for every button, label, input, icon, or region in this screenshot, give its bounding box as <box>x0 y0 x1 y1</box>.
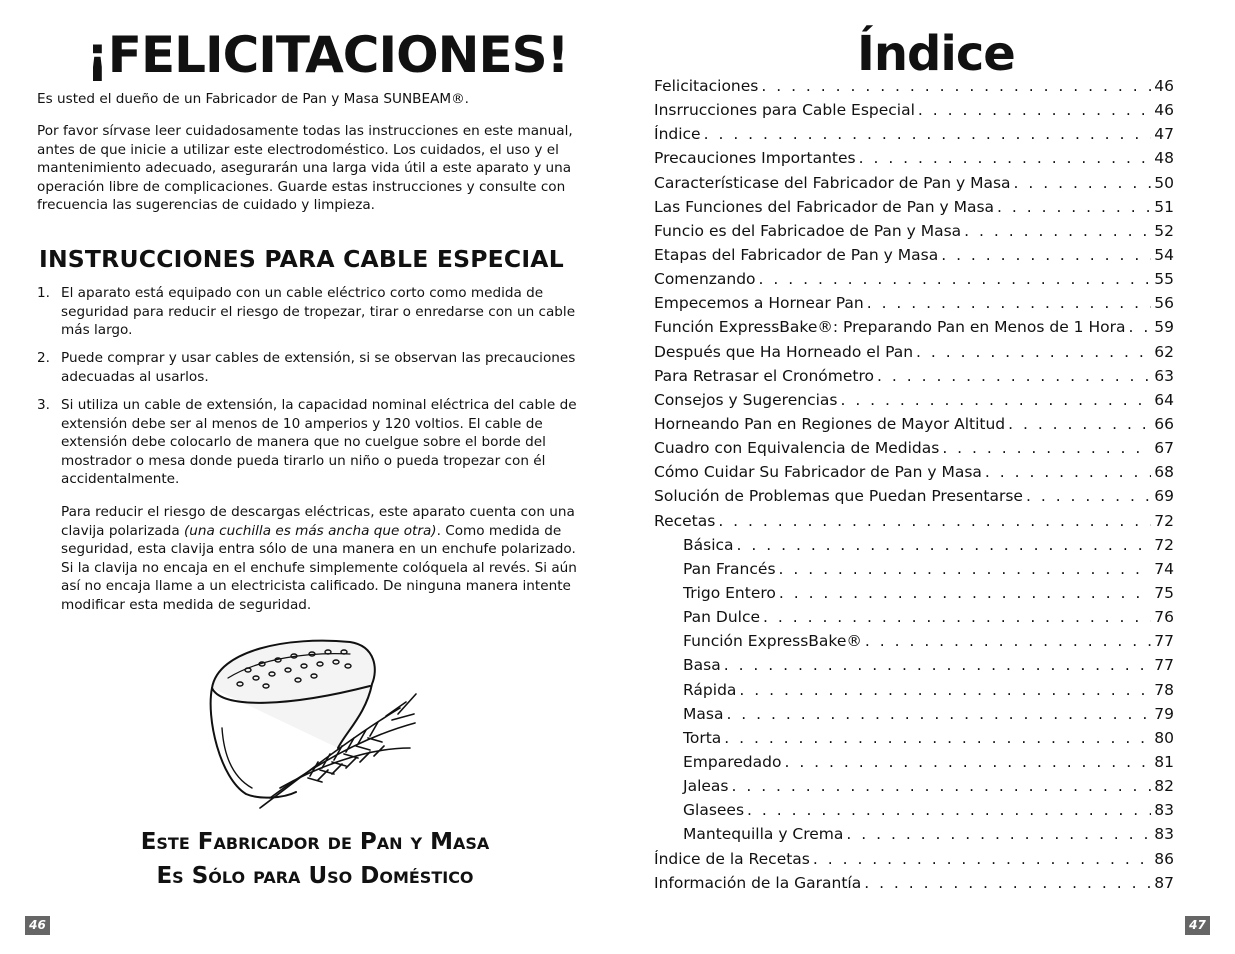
toc-entry <box>654 705 1174 729</box>
toc-dot-leader <box>1008 415 1151 433</box>
toc-dot-leader <box>724 729 1151 747</box>
toc-entry-page: 69 <box>1154 487 1174 506</box>
toc-dot-leader <box>1026 487 1151 505</box>
toc-dot-leader <box>747 801 1151 819</box>
page-number-badge: 46 <box>25 916 50 935</box>
toc-entry-page: 66 <box>1154 414 1174 433</box>
toc-dot-leader <box>985 463 1151 481</box>
read-instructions-paragraph: Por favor sírvase leer cuidadosamente todas las instrucciones en este manual, antes de que inicie a utilizar este electrodoméstico. Los cuidados, el uso y el mantenimiento adecuado, asegurarán una larga vida útil a este aparato y una operación libre de complicaciones. Guarde estas instrucciones y consulte con frecuencia las sugerencias de cuidado y limpieza. <box>37 123 573 214</box>
household-use-note-line2: Es Sólo para Uso Doméstico <box>156 863 474 889</box>
toc-entry <box>654 101 1174 125</box>
toc-entry <box>654 125 1174 149</box>
congratulations-title: ¡FELICITACIONES! <box>86 26 569 84</box>
toc-entry-page: 56 <box>1154 294 1174 313</box>
toc-entry-label: Característicase del Fabricador de Pan y Masa <box>654 173 1011 192</box>
left-page <box>0 0 610 954</box>
toc-dot-leader <box>877 367 1151 385</box>
toc-entry <box>654 729 1174 753</box>
toc-entry <box>654 415 1174 439</box>
toc-dot-leader <box>779 560 1152 578</box>
toc-entry-page: 78 <box>1154 680 1174 699</box>
toc-dot-leader <box>737 536 1152 554</box>
toc-dot-leader <box>779 584 1151 602</box>
toc-entry-page: 77 <box>1154 632 1174 651</box>
toc-entry-page: 62 <box>1154 342 1174 361</box>
toc-entry-page: 63 <box>1154 366 1174 385</box>
toc-entry <box>654 850 1174 874</box>
instruction-item <box>37 284 582 340</box>
toc-entry-label: Funcio es del Fabricadoe de Pan y Masa <box>654 221 962 240</box>
toc-entry-label: Función ExpressBake®: Preparando Pan en Menos de 1 Hora <box>654 318 1126 337</box>
toc-entry <box>654 318 1174 342</box>
toc-entry <box>654 753 1174 777</box>
bread-loaf-illustration <box>200 628 420 838</box>
item-number: 1. <box>37 285 50 301</box>
toc-entry-label: Insrrucciones para Cable Especial <box>654 101 915 120</box>
toc-dot-leader <box>867 294 1152 312</box>
item-text: Puede comprar y usar cables de extensión, si se observan las precauciones adecuadas al usarlos. <box>61 350 576 385</box>
toc-entry <box>654 463 1174 487</box>
toc-entry-page: 67 <box>1154 439 1174 458</box>
toc-dot-leader <box>784 753 1151 771</box>
toc-entry-page: 77 <box>1154 656 1174 675</box>
toc-dot-leader <box>865 632 1151 650</box>
toc-dot-leader <box>941 246 1151 264</box>
toc-entry-page: 68 <box>1154 463 1174 482</box>
toc-entry-label: Precauciones Importantes <box>654 149 856 168</box>
toc-entry <box>654 439 1174 463</box>
toc-entry-page: 80 <box>1154 728 1174 747</box>
toc-entry-label: Emparedado <box>683 752 782 771</box>
toc-entry-label: Mantequilla y Crema <box>683 825 844 844</box>
toc-dot-leader <box>942 439 1151 457</box>
toc-entry-label: Recetas <box>654 511 716 530</box>
toc-entry-page: 75 <box>1154 583 1174 602</box>
toc-entry-label: Pan Francés <box>683 559 776 578</box>
toc-entry <box>654 367 1174 391</box>
toc-entry <box>654 391 1174 415</box>
toc-entry-page: 79 <box>1154 704 1174 723</box>
toc-entry-label: Felicitaciones <box>654 77 759 95</box>
toc-dot-leader <box>732 777 1152 795</box>
polarized-plug-paragraph <box>61 503 581 615</box>
toc-entry <box>654 777 1174 801</box>
instruction-item <box>37 396 582 489</box>
toc-entry <box>654 294 1174 318</box>
toc-dot-leader <box>859 149 1152 167</box>
page-number-badge: 47 <box>1185 916 1210 935</box>
toc-entry-label: Cómo Cuidar Su Fabricador de Pan y Masa <box>654 463 982 482</box>
toc-entry-label: Índice <box>654 125 701 144</box>
toc-entry <box>654 487 1174 511</box>
toc-entry-page: 87 <box>1154 873 1174 892</box>
toc-entry-label: Comenzando <box>654 270 756 289</box>
toc-entry-label: Etapas del Fabricador de Pan y Masa <box>654 245 939 264</box>
item-text: Si utiliza un cable de extensión, la capacidad nominal eléctrica del cable de extensión debe ser al menos de 10 amperios y 120 voltios. El cable de extensión debe colocarlo de manera que no cuelgue sobre el borde del mostrador o mesa donde pueda tirarlo un niño o pueda tropezar con él accidentalmente. <box>61 397 577 488</box>
toc-entry <box>654 825 1174 849</box>
toc-entry-label: Rápida <box>683 680 737 699</box>
toc-entry-page: 82 <box>1154 777 1174 796</box>
toc-entry-label: Básica <box>683 535 734 554</box>
item-text: El aparato está equipado con un cable eléctrico corto como medida de seguridad para reducir el riesgo de tropezar, tirar o enredarse con un cable más largo. <box>61 285 576 339</box>
toc-entry-page: 55 <box>1154 270 1174 289</box>
toc-entry-page: 86 <box>1154 849 1174 868</box>
toc-entry-label: Jaleas <box>683 777 729 796</box>
toc-entry-label: Horneando Pan en Regiones de Mayor Altitud <box>654 414 1006 433</box>
toc-entry-page: 72 <box>1154 511 1174 530</box>
toc-entry-label: Masa <box>683 704 724 723</box>
instruction-item <box>37 349 582 386</box>
toc-entry-page: 52 <box>1154 221 1174 240</box>
toc-entry-label: Las Funciones del Fabricador de Pan y Masa <box>654 197 995 216</box>
risk-text-italic: (una cuchilla es más ancha que otra) <box>184 522 437 539</box>
index-title: Índice <box>857 26 1015 82</box>
table-of-contents <box>654 77 1174 898</box>
toc-entry-page: 51 <box>1154 197 1174 216</box>
item-number: 3. <box>37 397 50 413</box>
toc-entry-label: Pan Dulce <box>683 608 761 627</box>
toc-dot-leader <box>704 125 1152 143</box>
toc-entry <box>654 198 1174 222</box>
toc-entry-page: 72 <box>1154 535 1174 554</box>
toc-dot-leader <box>916 343 1151 361</box>
toc-entry-page: 83 <box>1154 801 1174 820</box>
toc-entry <box>654 608 1174 632</box>
toc-entry <box>654 77 1174 101</box>
toc-entry <box>654 560 1174 584</box>
toc-entry-label: Trigo Entero <box>683 583 776 602</box>
toc-entry <box>654 536 1174 560</box>
toc-entry-page: 74 <box>1154 559 1174 578</box>
toc-entry <box>654 270 1174 294</box>
toc-entry <box>654 584 1174 608</box>
toc-entry-page: 46 <box>1154 101 1174 120</box>
toc-entry-page: 59 <box>1154 318 1174 337</box>
toc-entry <box>654 656 1174 680</box>
toc-dot-leader <box>918 101 1151 119</box>
toc-entry-label: Basa <box>683 656 721 675</box>
toc-entry-label: Consejos y Sugerencias <box>654 390 838 409</box>
toc-entry-page: 83 <box>1154 825 1174 844</box>
toc-dot-leader <box>763 608 1151 626</box>
toc-entry-label: Después que Ha Horneado el Pan <box>654 342 914 361</box>
toc-dot-leader <box>761 77 1151 95</box>
toc-dot-leader <box>864 874 1151 892</box>
toc-entry-page: 48 <box>1154 149 1174 168</box>
toc-entry <box>654 801 1174 825</box>
toc-entry <box>654 874 1174 898</box>
toc-entry <box>654 149 1174 173</box>
toc-entry-label: Índice de la Recetas <box>654 849 810 868</box>
household-use-note-line1: Este Fabricador de Pan y Masa <box>140 829 490 855</box>
toc-dot-leader <box>846 825 1151 843</box>
toc-entry-label: Cuadro con Equivalencia de Medidas <box>654 439 940 458</box>
toc-dot-leader <box>840 391 1151 409</box>
toc-entry <box>654 632 1174 656</box>
toc-dot-leader <box>724 656 1152 674</box>
risk-text-start: Para reducir el riesgo de descargas eléctricas, este aparato cuenta con una clavija polarizada <box>61 504 575 539</box>
right-page <box>617 0 1235 954</box>
toc-dot-leader <box>1128 318 1151 336</box>
toc-dot-leader <box>718 512 1151 530</box>
toc-dot-leader <box>1014 174 1152 192</box>
cable-instructions-heading: INSTRUCCIONES PARA CABLE ESPECIAL <box>39 245 564 273</box>
toc-entry-label: Glasees <box>683 801 745 820</box>
toc-entry <box>654 246 1174 270</box>
toc-entry-label: Torta <box>683 728 722 747</box>
toc-entry <box>654 343 1174 367</box>
toc-dot-leader <box>964 222 1151 240</box>
toc-entry-label: Función ExpressBake® <box>683 632 862 651</box>
toc-entry-label: Empecemos a Hornear Pan <box>654 294 864 313</box>
toc-entry <box>654 681 1174 705</box>
toc-entry-label: Para Retrasar el Cronómetro <box>654 366 875 385</box>
toc-entry-page: 54 <box>1154 245 1174 264</box>
toc-entry-page: 47 <box>1154 125 1174 144</box>
toc-entry <box>654 512 1174 536</box>
toc-dot-leader <box>726 705 1151 723</box>
toc-dot-leader <box>759 270 1152 288</box>
toc-entry-label: Solución de Problemas que Puedan Presentarse <box>654 487 1023 506</box>
toc-entry-page: 81 <box>1154 752 1174 771</box>
owner-paragraph: Es usted el dueño de un Fabricador de Pan y Masa SUNBEAM®. <box>37 91 470 107</box>
risk-text-end: . Como medida de seguridad, esta clavija entra sólo de una manera en un enchufe polarizado. Si la clavija no encaja en el enchufe simplemente colóquela al revés. Si aún así no encaja llame a un electricista calificado. De ninguna manera intente modificar esta medida de seguridad. <box>61 522 577 613</box>
toc-entry-page: 64 <box>1154 390 1174 409</box>
toc-entry <box>654 174 1174 198</box>
toc-entry-page: 50 <box>1154 173 1174 192</box>
toc-dot-leader <box>739 681 1151 699</box>
toc-entry-page: 76 <box>1154 608 1174 627</box>
toc-entry <box>654 222 1174 246</box>
toc-entry-page: 46 <box>1154 77 1174 95</box>
toc-entry-label: Información de la Garantía <box>654 873 862 892</box>
toc-dot-leader <box>997 198 1151 216</box>
item-number: 2. <box>37 350 50 366</box>
toc-dot-leader <box>813 850 1151 868</box>
